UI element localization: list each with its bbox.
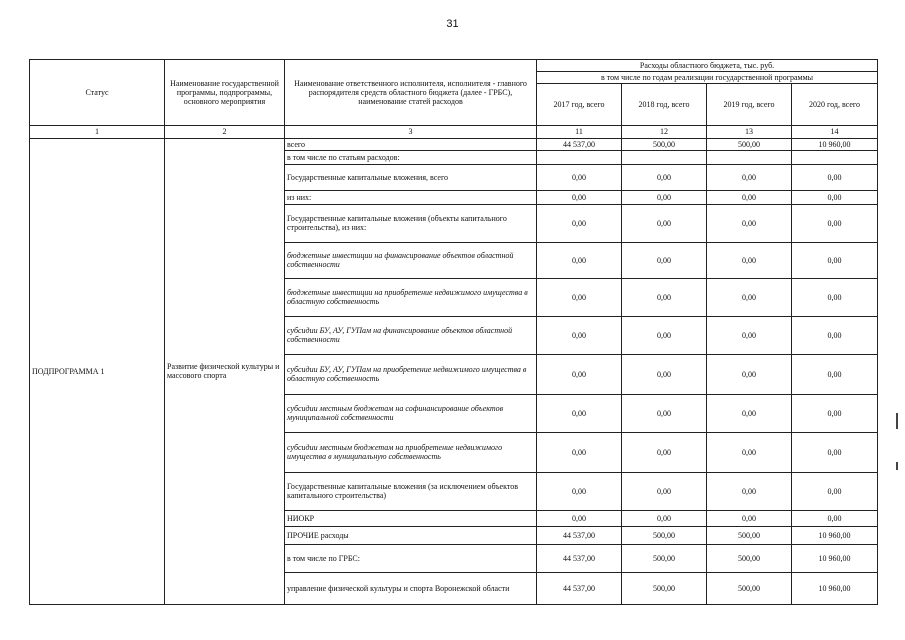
year-value-cell: 0,00 [622,354,707,394]
year-value-cell: 0,00 [792,204,878,242]
year-value-cell: 0,00 [537,432,622,472]
year-value-cell: 0,00 [707,316,792,354]
year-value-cell: 10 960,00 [792,572,878,604]
margin-mark [896,462,898,470]
year-value-cell: 0,00 [792,242,878,278]
row-label: НИОКР [285,510,537,526]
year-value-cell: 0,00 [792,278,878,316]
column-number-row [30,126,878,138]
year-value-cell: 0,00 [537,278,622,316]
row-label: бюджетные инвестиции на приобретение недвижимого имущества в областную собственность [285,278,537,316]
row-label: субсидии БУ, АУ, ГУПам на финансирование объектов областной собственности [285,316,537,354]
year-value-cell: 0,00 [707,510,792,526]
year-value-cell: 500,00 [707,544,792,572]
year-value-cell: 0,00 [537,242,622,278]
header-by-years: в том числе по годам реализации государственной программы [537,72,878,84]
year-value-cell [792,150,878,164]
year-value-cell: 0,00 [622,164,707,190]
column-number: 3 [285,126,537,138]
column-number: 11 [537,126,622,138]
year-value-cell: 0,00 [622,472,707,510]
header-program-name: Наименование государственной программы, подпрограммы, основного мероприятия [165,60,285,126]
status-cell: ПОДПРОГРАММА 1 [30,138,165,604]
year-value-cell: 0,00 [537,316,622,354]
year-value-cell: 500,00 [622,544,707,572]
year-value-cell: 0,00 [622,190,707,204]
header-expenses: Расходы областного бюджета, тыс. руб. [537,60,878,72]
year-value-cell: 0,00 [622,316,707,354]
year-value-cell: 0,00 [537,164,622,190]
year-value-cell [537,150,622,164]
year-value-cell: 44 537,00 [537,526,622,544]
year-value-cell: 0,00 [707,432,792,472]
year-value-cell: 0,00 [537,204,622,242]
year-value-cell: 500,00 [707,526,792,544]
row-label: субсидии БУ, АУ, ГУПам на приобретение недвижимого имущества в областную собственность [285,354,537,394]
year-value-cell: 0,00 [792,432,878,472]
row-label: в том числе по ГРБС: [285,544,537,572]
year-value-cell: 0,00 [537,354,622,394]
header-year: 2020 год, всего [792,84,878,126]
column-number: 12 [622,126,707,138]
year-value-cell: 0,00 [707,354,792,394]
year-value-cell: 10 960,00 [792,544,878,572]
year-value-cell [622,150,707,164]
budget-table [29,59,878,605]
year-value-cell: 0,00 [622,432,707,472]
year-value-cell: 0,00 [622,278,707,316]
program-cell: Развитие физической культуры и массового спорта [165,138,285,604]
year-value-cell: 500,00 [707,138,792,150]
table-row [30,138,878,150]
year-value-cell: 0,00 [792,316,878,354]
year-value-cell: 0,00 [792,510,878,526]
year-value-cell: 44 537,00 [537,138,622,150]
row-label: Государственные капитальные вложения (объекты капитального строительства), из них: [285,204,537,242]
row-label: в том числе по статьям расходов: [285,150,537,164]
row-label: всего [285,138,537,150]
year-value-cell: 0,00 [537,472,622,510]
year-value-cell: 500,00 [622,138,707,150]
column-number: 14 [792,126,878,138]
year-value-cell: 0,00 [707,394,792,432]
header-year: 2019 год, всего [707,84,792,126]
row-label: бюджетные инвестиции на финансирование объектов областной собственности [285,242,537,278]
header-year: 2017 год, всего [537,84,622,126]
row-label: Государственные капитальные вложения, всего [285,164,537,190]
year-value-cell: 0,00 [707,242,792,278]
column-number: 1 [30,126,165,138]
header-status: Статус [30,60,165,126]
row-label: субсидии местным бюджетам на софинансирование объектов муниципальной собственности [285,394,537,432]
year-value-cell: 500,00 [707,572,792,604]
row-label: субсидии местным бюджетам на приобретение недвижимого имущества в муниципальную собственность [285,432,537,472]
year-value-cell: 0,00 [537,190,622,204]
year-value-cell: 0,00 [537,394,622,432]
year-value-cell: 500,00 [622,572,707,604]
year-value-cell: 0,00 [622,394,707,432]
year-value-cell: 10 960,00 [792,138,878,150]
row-label: ПРОЧИЕ расходы [285,526,537,544]
year-value-cell: 0,00 [622,510,707,526]
year-value-cell: 0,00 [707,278,792,316]
year-value-cell: 0,00 [622,204,707,242]
row-label: Государственные капитальные вложения (за исключением объектов капитального строительства) [285,472,537,510]
year-value-cell: 0,00 [707,472,792,510]
year-value-cell: 0,00 [707,164,792,190]
header-year: 2018 год, всего [622,84,707,126]
margin-mark [896,413,898,429]
row-label: управление физической культуры и спорта Воронежской области [285,572,537,604]
year-value-cell: 44 537,00 [537,544,622,572]
page-number: 31 [446,18,459,30]
year-value-cell: 0,00 [707,190,792,204]
year-value-cell: 0,00 [707,204,792,242]
row-label: из них: [285,190,537,204]
year-value-cell [707,150,792,164]
header-executor: Наименование ответственного исполнителя, исполнителя - главного распорядителя средств областного бюджета (далее - ГРБС), наименование статей расходов [285,60,537,126]
year-value-cell: 10 960,00 [792,526,878,544]
year-value-cell: 0,00 [792,472,878,510]
year-value-cell: 44 537,00 [537,572,622,604]
year-value-cell: 500,00 [622,526,707,544]
year-value-cell: 0,00 [792,394,878,432]
year-value-cell: 0,00 [622,242,707,278]
year-value-cell: 0,00 [792,354,878,394]
column-number: 2 [165,126,285,138]
year-value-cell: 0,00 [792,164,878,190]
year-value-cell: 0,00 [792,190,878,204]
year-value-cell: 0,00 [537,510,622,526]
column-number: 13 [707,126,792,138]
